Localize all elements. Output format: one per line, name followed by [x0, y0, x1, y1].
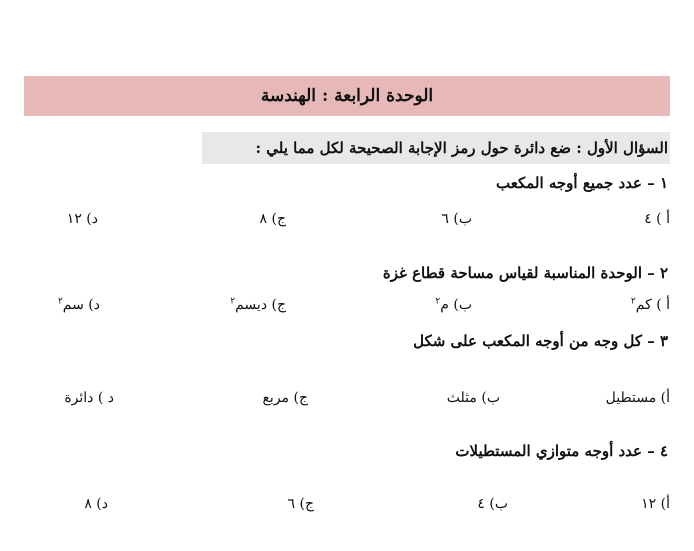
- unit-title: الوحدة الرابعة : الهندسة: [260, 86, 434, 106]
- question-4-option-c[interactable]: ج) ٦: [287, 496, 314, 512]
- question-4-option-a[interactable]: أ) ١٢: [641, 496, 670, 512]
- question-instruction-bar: [202, 132, 670, 164]
- question-2-option-a-exponent: ٢: [630, 296, 636, 307]
- question-1: ١ – عدد جميع أوجه المكعب: [495, 174, 668, 192]
- question-2-option-c-label: ج) ديسم: [235, 297, 286, 313]
- question-2-option-b[interactable]: [435, 297, 472, 313]
- question-4-option-d[interactable]: د) ٨: [84, 496, 108, 512]
- question-3-option-b[interactable]: ب) مثلث: [446, 390, 500, 406]
- question-4: ٤ – عدد أوجه متوازي المستطيلات: [455, 442, 668, 460]
- question-1-option-d[interactable]: د) ١٢: [66, 211, 98, 227]
- question-3-option-c[interactable]: ج) مربع: [262, 390, 308, 406]
- question-2-option-c[interactable]: [230, 297, 286, 313]
- question-instruction: السؤال الأول : ضع دائرة حول رمز الإجابة الصحيحة لكل مما يلي :: [255, 139, 668, 157]
- question-2-option-c-exponent: ٢: [230, 296, 236, 307]
- question-3-option-a[interactable]: أ) مستطيل: [605, 390, 670, 406]
- question-3: ٣ – كل وجه من أوجه المكعب على شكل: [413, 332, 668, 350]
- question-2-option-d[interactable]: [58, 297, 100, 313]
- unit-title-banner: [24, 76, 670, 116]
- question-2-option-b-label: ب) م: [440, 297, 472, 313]
- question-2-option-b-exponent: ٢: [435, 296, 441, 307]
- question-2-option-d-label: د) سم: [62, 297, 100, 313]
- question-2-option-a[interactable]: [631, 297, 670, 313]
- question-2-option-a-label: أ ) كم: [635, 297, 670, 313]
- question-1-option-c[interactable]: ج) ٨: [259, 211, 286, 227]
- question-2-option-d-exponent: ٢: [57, 296, 63, 307]
- question-1-option-a[interactable]: أ ) ٤: [644, 211, 670, 227]
- question-1-option-b[interactable]: ب) ٦: [441, 211, 472, 227]
- question-4-option-b[interactable]: ب) ٤: [477, 496, 508, 512]
- question-2: ٢ – الوحدة المناسبة لقياس مساحة قطاع غزة: [382, 264, 668, 282]
- question-3-option-d[interactable]: د ) دائرة: [64, 390, 114, 406]
